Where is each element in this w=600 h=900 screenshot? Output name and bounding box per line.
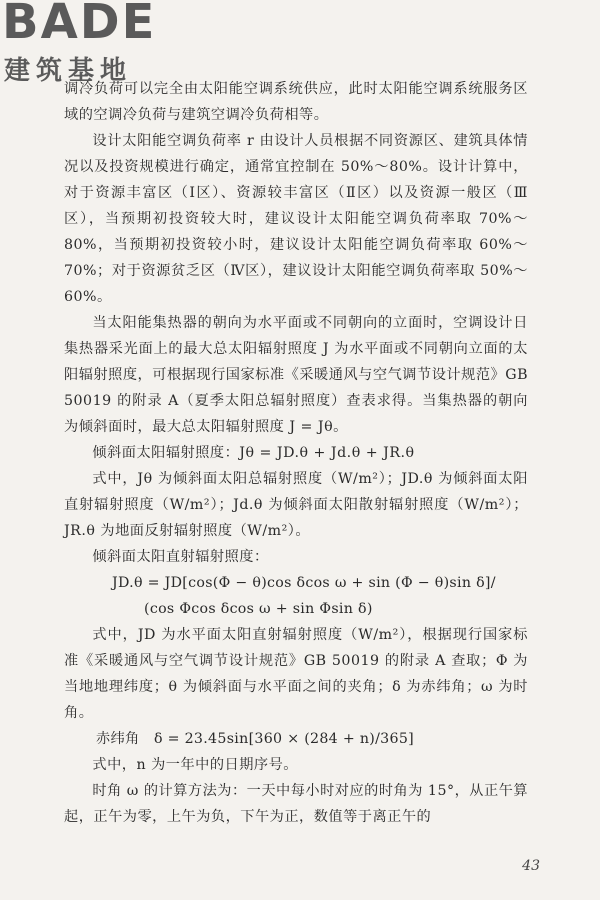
formula-total-irradiance: 倾斜面太阳辐射照度：Jθ = JD.θ + Jd.θ + JR.θ [92,445,415,461]
page-body [64,76,528,830]
formula-declination: 赤纬角 δ = 23.45sin[360 × (284 + n)/365] [96,731,414,747]
paragraph: 调冷负荷可以完全由太阳能空调系统供应，此时太阳能空调系统服务区域的空调冷负荷与建筑空调冷负荷相等。 [64,81,528,123]
paragraph: 式中，n 为一年中的日期序号。 [92,757,298,773]
page-number: 43 [522,858,540,874]
paragraph: 倾斜面太阳直射辐射照度： [92,549,269,565]
paragraph: 时角 ω 的计算方法为：一天中每小时对应的时角为 15°，从正午算起，正午为零，上午为负，下午为正，数值等于离正午的 [64,783,529,825]
paragraph: 当太阳能集热器的朝向为水平面或不同朝向的立面时，空调设计日集热器采光面上的最大总太阳辐射照度 J 为水平面或不同朝向立面的太阳辐射照度，可根据现行国家标准《采暖通风与空气调节设计规范》GB 50019 的附录 A（夏季太阳总辐射照度）查表求得。当集热器的朝向为倾斜面时，最大总太阳辐射照度 J = Jθ。 [64,315,528,435]
logo-subtitle: 建筑基地 [4,56,133,86]
formula-direct-irradiance-line2: (cos Φcos δcos ω + sin Φsin δ) [144,601,373,617]
paragraph: 式中，JD 为水平面太阳直射辐射照度（W/m²），根据现行国家标准《采暖通风与空气调节设计规范》GB 50019 的附录 A 查取；Φ 为当地地理纬度；θ 为倾斜面与水平面之间的夹角；δ 为赤纬角；ω 为时角。 [64,627,528,721]
logo-wordmark: BADE [2,0,157,50]
paragraph: 式中，Jθ 为倾斜面太阳总辐射照度（W/m²）；JD.θ 为倾斜面太阳直射辐射照度（W/m²）；Jd.θ 为倾斜面太阳散射辐射照度（W/m²）；JR.θ 为地面反射辐射照度（W/m²）。 [64,471,528,539]
paragraph: 设计太阳能空调负荷率 r 由设计人员根据不同资源区、建筑具体情况以及投资规模进行确定，通常宜控制在 50%～80%。设计计算中，对于资源丰富区（Ⅰ区）、资源较丰富区（Ⅱ区）以及资源一般区（Ⅲ区），当预期初投资较大时，建议设计太阳能空调负荷率取 70%～80%，当预期初投资较小时，建议设计太阳能空调负荷率取 60%～70%；对于资源贫乏区（Ⅳ区），建议设计太阳能空调负荷率取 50%～60%。 [64,133,528,305]
formula-direct-irradiance-line1: JD.θ = JD[cos(Φ − θ)cos δcos ω + sin (Φ − θ)sin δ]/ [112,575,496,591]
